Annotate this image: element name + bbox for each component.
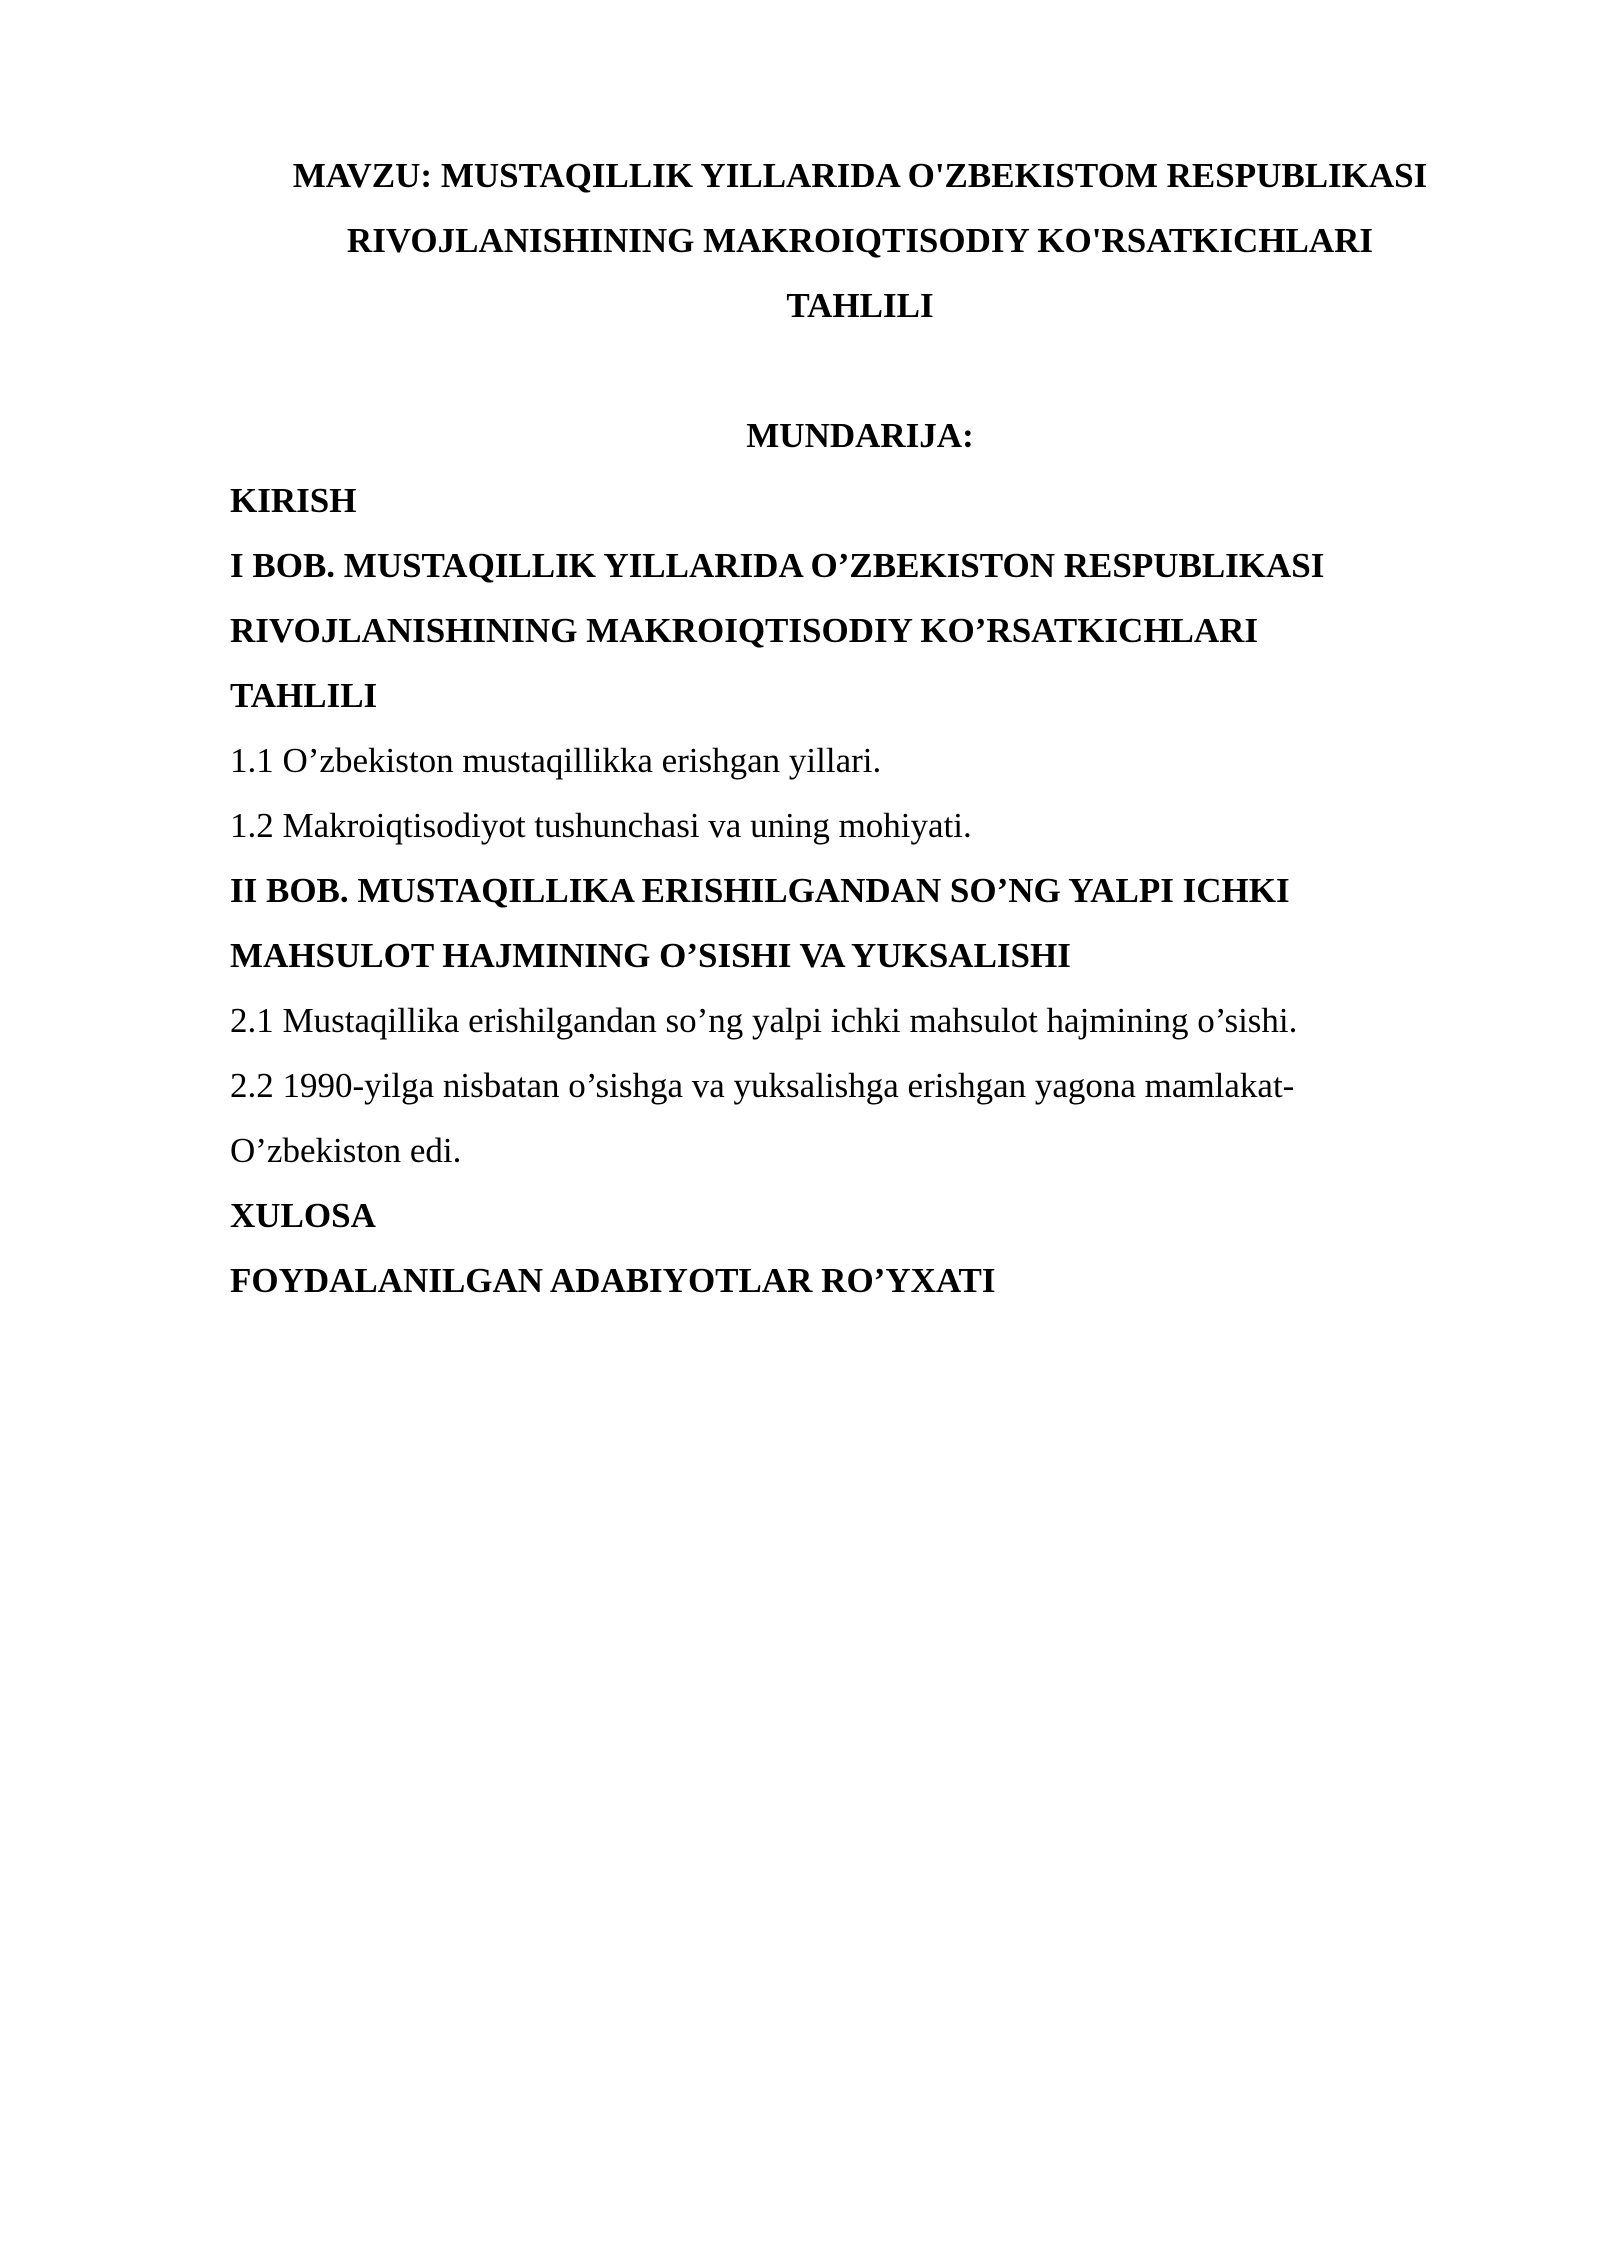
- toc-introduction: KIRISH: [230, 481, 357, 520]
- toc-chapter-1-title-cont: RIVOJLANISHINING MAKROIQTISODIY KO’RSATKICHLARI: [230, 611, 1259, 650]
- toc-section-2-2: 2.2 1990-yilga nisbatan o’sishga va yuksalishga erishgan yagona mamlakat-: [230, 1066, 1295, 1105]
- toc-heading: MUNDARIJA:: [746, 416, 974, 455]
- toc-references: FOYDALANILGAN ADABIYOTLAR RO’YXATI: [230, 1261, 996, 1300]
- toc-section-2-2-cont: O’zbekiston edi.: [230, 1131, 462, 1170]
- title-line: MAVZU: MUSTAQILLIK YILLARIDA O'ZBEKISTOM RESPUBLIKASI: [292, 156, 1428, 195]
- table-of-contents: [230, 468, 1480, 1313]
- toc-conclusion: XULOSA: [230, 1196, 376, 1235]
- toc-chapter-1-title: I BOB. MUSTAQILLIK YILLARIDA O’ZBEKISTON RESPUBLIKASI: [230, 546, 1325, 585]
- title-line: RIVOJLANISHINING MAKROIQTISODIY KO'RSATKICHLARI: [346, 221, 1374, 260]
- toc-chapter-2-title-cont: MAHSULOT HAJMINING O’SISHI VA YUKSALISHI: [230, 936, 1071, 975]
- toc-chapter-1-title-cont: TAHLILI: [230, 676, 378, 715]
- toc-section-1-2: 1.2 Makroiqtisodiyot tushunchasi va uning mohiyati.: [230, 806, 972, 845]
- document-title: [228, 143, 1492, 338]
- toc-section-1-1: 1.1 O’zbekiston mustaqillikka erishgan yillari.: [230, 741, 882, 780]
- toc-section-2-1: 2.1 Mustaqillika erishilgandan so’ng yalpi ichki mahsulot hajmining o’sishi.: [230, 1001, 1298, 1040]
- toc-chapter-2-title: II BOB. MUSTAQILLIKA ERISHILGANDAN SO’NG YALPI ICHKI: [230, 871, 1290, 910]
- title-line: TAHLILI: [786, 286, 934, 325]
